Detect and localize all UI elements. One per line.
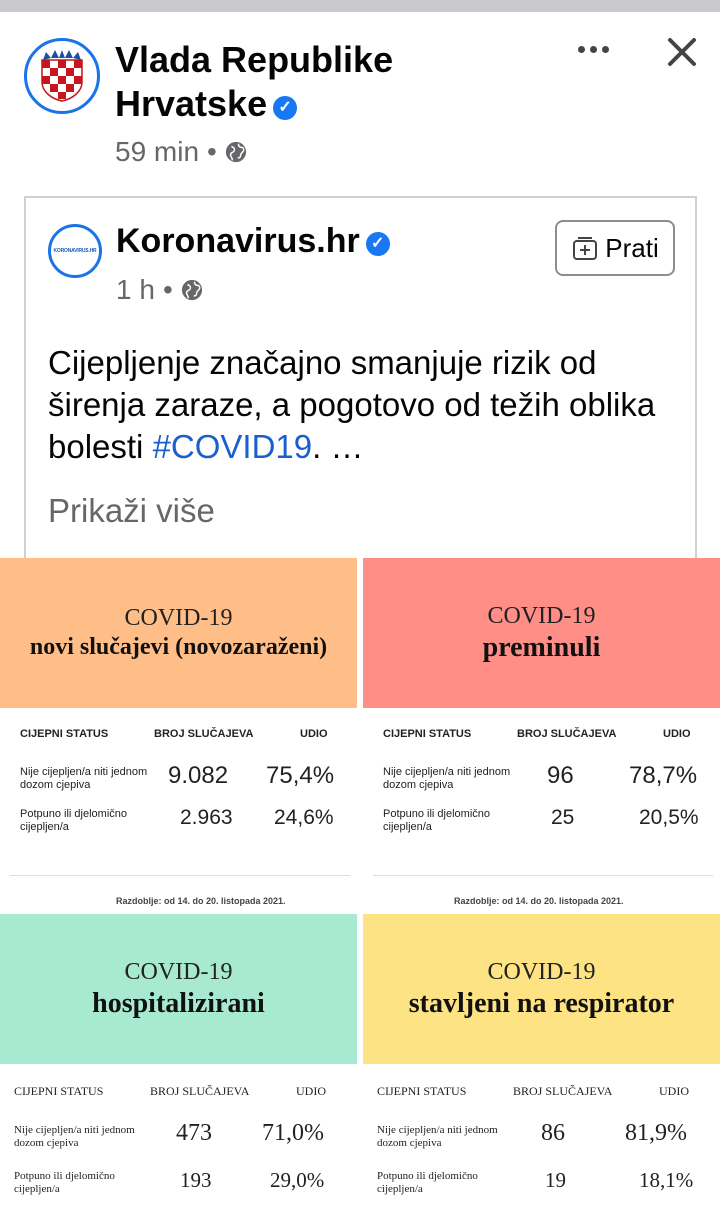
shared-page-avatar[interactable] <box>48 224 102 278</box>
row-label: Nije cijepljen/a niti jednom dozom cjepiva <box>14 1124 135 1149</box>
follow-button[interactable] <box>555 220 675 276</box>
header-count: BROJ SLUČAJEVA <box>513 1084 613 1098</box>
row-share: 20,5% <box>639 806 699 829</box>
follow-label: Prati <box>605 232 659 263</box>
header-share: UDIO <box>663 728 691 740</box>
infographic-hospitalized[interactable] <box>0 914 357 1232</box>
post-time[interactable]: 59 min <box>115 136 200 167</box>
panel-header <box>0 914 357 1064</box>
panel-header <box>363 558 720 708</box>
period-label: Razdoblje: od 14. do 20. listopada 2021. <box>454 896 624 906</box>
row-share: 78,7% <box>629 762 698 789</box>
header-share: UDIO <box>300 728 328 740</box>
row-count: 2.963 <box>180 806 233 829</box>
more-options-icon[interactable] <box>578 42 614 56</box>
header-share: UDIO <box>659 1084 689 1098</box>
divider <box>373 875 713 876</box>
status-bar <box>0 0 720 12</box>
data-table <box>0 1064 357 1232</box>
row-label: Potpuno ili djelomično cijepljen/a <box>20 808 128 833</box>
panel-title: hospitalizirani <box>92 987 265 1019</box>
infographic-gallery[interactable] <box>0 558 720 1232</box>
row-label: Potpuno ili djelomično cijepljen/a <box>14 1170 115 1195</box>
data-table <box>0 708 357 878</box>
row-label: Nije cijepljen/a niti jednom dozom cjepiva <box>20 766 148 791</box>
row-share: 29,0% <box>270 1168 325 1192</box>
post-text-ellipsis: . … <box>312 428 364 465</box>
post-text-body: Cijepljenje značajno smanjuje rizik od širenja zaraze, a pogotovo od težih oblika bolesti <box>48 344 656 465</box>
page-name-link[interactable] <box>115 38 545 126</box>
row-label: Potpuno ili djelomično cijepljen/a <box>377 1170 478 1195</box>
post-header <box>0 12 720 182</box>
row-share: 18,1% <box>639 1168 694 1192</box>
close-icon[interactable] <box>664 34 700 70</box>
follow-plus-icon <box>571 234 599 262</box>
row-count: 193 <box>180 1168 212 1192</box>
page-avatar[interactable] <box>24 38 100 114</box>
globe-icon <box>181 279 203 301</box>
globe-icon <box>225 141 247 163</box>
header-count: BROJ SLUČAJEVA <box>154 728 254 740</box>
row-count: 25 <box>551 806 575 829</box>
row-share: 24,6% <box>274 806 334 829</box>
row-share: 75,4% <box>266 762 335 789</box>
period-label: Razdoblje: od 14. do 20. listopada 2021. <box>116 896 286 906</box>
page-name-text[interactable]: Vlada Republike Hrvatske <box>115 39 394 124</box>
infographic-respirator[interactable] <box>363 914 720 1232</box>
row-share: 81,9% <box>625 1120 687 1146</box>
see-more-link[interactable]: Prikaži više <box>48 492 215 529</box>
row-label: Potpuno ili djelomično cijepljen/a <box>383 808 491 833</box>
row-count: 19 <box>545 1168 566 1192</box>
infographic-new-cases[interactable] <box>0 558 357 908</box>
header-count: BROJ SLUČAJEVA <box>150 1084 250 1098</box>
shared-page-name-text[interactable]: Koronavirus.hr <box>116 222 360 260</box>
post-meta <box>115 136 247 168</box>
panel-subtitle: COVID-19 <box>124 958 233 985</box>
header-status: CIJEPNI STATUS <box>383 728 472 740</box>
panel-title: preminuli <box>482 631 601 663</box>
shared-post-meta <box>116 274 203 306</box>
header-status: CIJEPNI STATUS <box>20 728 109 740</box>
panel-header <box>0 558 357 708</box>
header-status: CIJEPNI STATUS <box>14 1084 104 1098</box>
croatian-coat-of-arms-icon <box>39 50 85 102</box>
row-count: 96 <box>547 762 574 789</box>
post-text <box>48 342 668 468</box>
row-label: Nije cijepljen/a niti jednom dozom cjepiva <box>377 1124 498 1149</box>
panel-header <box>363 914 720 1064</box>
header-share: UDIO <box>296 1084 326 1098</box>
shared-post-time[interactable]: 1 h <box>116 274 155 305</box>
data-table <box>363 1064 720 1232</box>
divider <box>10 875 350 876</box>
panel-title: novi slučajevi (novozaraženi) <box>29 634 328 660</box>
row-count: 9.082 <box>168 762 229 789</box>
data-table <box>363 708 720 878</box>
shared-post-card[interactable] <box>24 196 697 566</box>
hashtag-link[interactable]: #COVID19 <box>152 428 313 465</box>
panel-subtitle: COVID-19 <box>487 602 596 629</box>
shared-avatar-logo-text: KORONAVIRUS.HR <box>53 248 97 254</box>
row-count: 473 <box>176 1120 212 1146</box>
row-count: 86 <box>541 1120 565 1146</box>
panel-subtitle: COVID-19 <box>487 958 596 985</box>
header-count: BROJ SLUČAJEVA <box>517 728 617 740</box>
meta-separator: • <box>207 136 217 167</box>
panel-subtitle: COVID-19 <box>124 605 233 631</box>
row-label: Nije cijepljen/a niti jednom dozom cjepiva <box>383 766 511 791</box>
verified-badge-icon: ✓ <box>273 96 297 120</box>
shared-page-name-link[interactable] <box>116 222 390 261</box>
meta-separator: • <box>162 274 173 305</box>
infographic-deaths[interactable] <box>363 558 720 908</box>
panel-title: stavljeni na respirator <box>408 987 675 1019</box>
verified-badge-icon: ✓ <box>366 232 390 256</box>
header-status: CIJEPNI STATUS <box>377 1084 467 1098</box>
row-share: 71,0% <box>262 1120 324 1146</box>
